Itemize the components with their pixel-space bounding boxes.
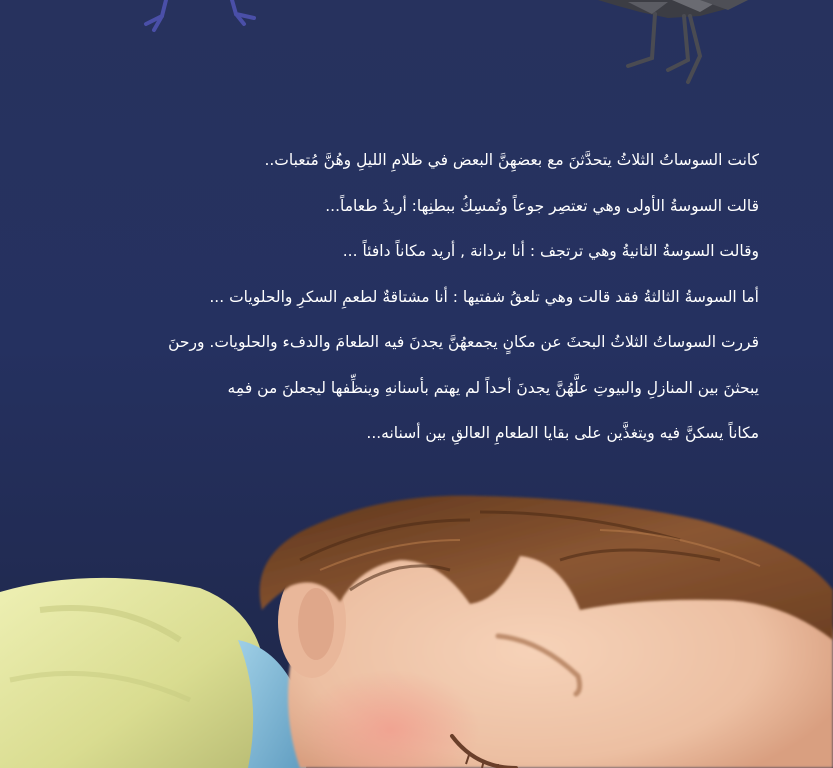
story-line: كانت السوساتُ الثلاثُ يتحدَّثنَ مع بعضهِنَّ البعض في ظلامِ الليلِ وهُنَّ مُتعبات..	[264, 151, 759, 169]
weevil-illustration	[598, 0, 748, 82]
story-line: قالت السوسةُ الأولى وهي تعتصِر جوعاً وتُمسِكُ ببطنِها: أريدُ طعاماً...	[325, 196, 759, 215]
sleeping-child	[260, 496, 833, 768]
story-line: مكاناً يسكنَّ فيه ويتغذَّين على بقايا الطعامِ العالقِ بين أسنانه...	[366, 424, 759, 442]
story-line: يبحثنَ بين المنازلِ والبيوتِ علَّهُنَّ يجدنَ أحداً لم يهتم بأسنانهِ وينظِّفها ليجعلنَ من فمِه	[227, 378, 759, 397]
story-line: قررت السوساتُ الثلاثُ البحثَ عن مكانٍ يجمعهُنَّ يجدنَ فيه الطعامَ والدفء والحلويات. ورحنَ	[168, 333, 759, 351]
story-line: وقالت السوسةُ الثانيةُ وهي ترتجف : أنا بردانة , أريد مكاناً دافئاً ...	[342, 242, 759, 260]
bug-legs-left	[146, 0, 254, 30]
story-line: أما السوسةُ الثالثةُ فقد قالت وهي تلعقُ شفتيها : أنا مشتاقةٌ لطعمِ السكرِ والحلويات ...	[209, 287, 759, 306]
story-text	[59, 138, 759, 457]
